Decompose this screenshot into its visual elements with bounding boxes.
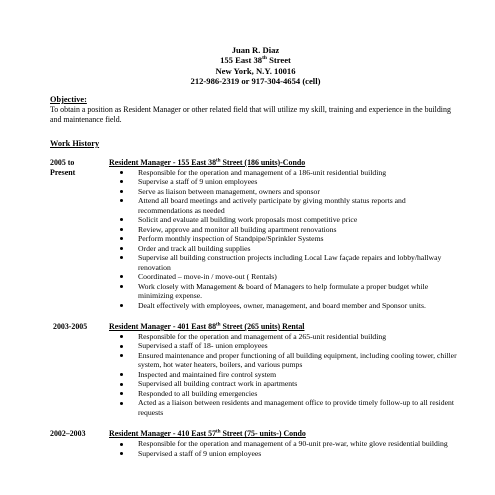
job-title-ordinal: th bbox=[216, 429, 221, 435]
job-dates-line1: 2003-2005 bbox=[53, 322, 88, 332]
job-entry bbox=[50, 158, 457, 310]
duty-list bbox=[109, 332, 457, 418]
job-dates bbox=[50, 429, 109, 458]
job-title-pre: Resident Manager - 401 East 88 bbox=[109, 322, 217, 332]
address-ordinal: th bbox=[262, 55, 267, 62]
job-title bbox=[109, 158, 457, 168]
duty-item: Supervised a staff of 9 union employees bbox=[138, 449, 457, 459]
duty-item: Inspected and maintained fire control system bbox=[138, 370, 457, 380]
job-title-ordinal: th bbox=[216, 158, 221, 164]
duty-item: Responsible for the operation and management of a 186-unit residential building bbox=[138, 168, 457, 178]
duty-item: Solicit and evaluate all building work proposals most competitive price bbox=[138, 215, 457, 225]
job-dates-line1: 2005 to bbox=[50, 157, 75, 167]
duty-item: Dealt effectively with employees, owner, management, and board member and Sponsor units. bbox=[138, 301, 457, 311]
duty-item: Responsible for the operation and management of a 90-unit pre-war, white glove residential building bbox=[138, 439, 457, 449]
duty-item: Attend all board meetings and actively participate by giving monthly status reports and recommendations as needed bbox=[138, 196, 457, 215]
job-body bbox=[109, 429, 457, 458]
resume-header bbox=[54, 45, 457, 86]
job-entry bbox=[50, 429, 457, 458]
address-number: 155 East 38 bbox=[220, 55, 263, 66]
objective-title: Objective: bbox=[50, 95, 87, 105]
duty-item: Work closely with Management & board of Managers to help formulate a proper budget while minimizing expense. bbox=[138, 282, 457, 301]
duty-item: Review, approve and monitor all building apartment renovations bbox=[138, 225, 457, 235]
job-title-ordinal: th bbox=[216, 322, 221, 328]
job-dates-line2: Present bbox=[50, 167, 76, 177]
duty-item: Supervised all building contract work in apartments bbox=[138, 379, 457, 389]
candidate-phone: 212-986-2319 or 917-304-4654 (cell) bbox=[190, 75, 321, 86]
job-body bbox=[109, 322, 457, 417]
duty-item: Serve as liaison between management, owners and sponsor bbox=[138, 187, 457, 197]
job-body bbox=[109, 158, 457, 310]
duty-list bbox=[109, 439, 457, 458]
job-dates bbox=[50, 322, 109, 417]
objective-text: To obtain a position as Resident Manager or other related field that will utilize my skill, training and experience in the building and maintenance field. bbox=[50, 105, 451, 124]
duty-item: Responsible for the operation and management of a 265-unit residential building bbox=[138, 332, 457, 342]
job-title-pre: Resident Manager - 155 East 38 bbox=[109, 157, 217, 167]
job-entry bbox=[50, 322, 457, 417]
job-title bbox=[109, 322, 457, 332]
address-street: Street bbox=[266, 55, 291, 66]
duty-item: Supervise a staff of 9 union employees bbox=[138, 177, 457, 187]
duty-item: Coordinated – move-in / move-out ( Rentals) bbox=[138, 272, 457, 282]
objective-section bbox=[50, 95, 457, 125]
job-title-pre: Resident Manager - 410 East 57 bbox=[109, 429, 217, 439]
duty-item: Ensured maintenance and proper functioning of all building equipment, including cooling tower, chiller system, hot water heaters, boilers, and various pumps bbox=[138, 350, 457, 370]
job-title-post: Street (186 units)-Condo bbox=[220, 157, 306, 167]
candidate-address bbox=[54, 55, 457, 65]
duty-item: Supervise all building construction projects including Local Law façade repairs and lobby/hallway renovation bbox=[138, 253, 457, 272]
duty-item: Acted as a liaison between residents and management office to provide timely follow-up to all resident requests bbox=[138, 398, 457, 417]
candidate-name: Juan R. Diaz bbox=[231, 45, 280, 55]
candidate-city: New York, N.Y. 10016 bbox=[215, 65, 296, 76]
job-dates-line1: 2002–2003 bbox=[50, 429, 86, 439]
duty-item: Responded to all building emergencies bbox=[138, 389, 457, 399]
job-title-post: Street (75- units-) Condo bbox=[220, 429, 306, 439]
duty-item: Order and track all building supplies bbox=[138, 244, 457, 254]
work-history-title: Work History bbox=[50, 138, 100, 148]
duty-list bbox=[109, 168, 457, 311]
duty-item: Supervised a staff of 18- union employees bbox=[138, 341, 457, 351]
duty-item: Perform monthly inspection of Standpipe/Sprinkler Systems bbox=[138, 234, 457, 244]
job-title-post: Street (265 units) Rental bbox=[220, 322, 305, 332]
work-history-section bbox=[50, 139, 457, 458]
job-dates bbox=[50, 158, 109, 310]
job-title bbox=[109, 429, 457, 439]
